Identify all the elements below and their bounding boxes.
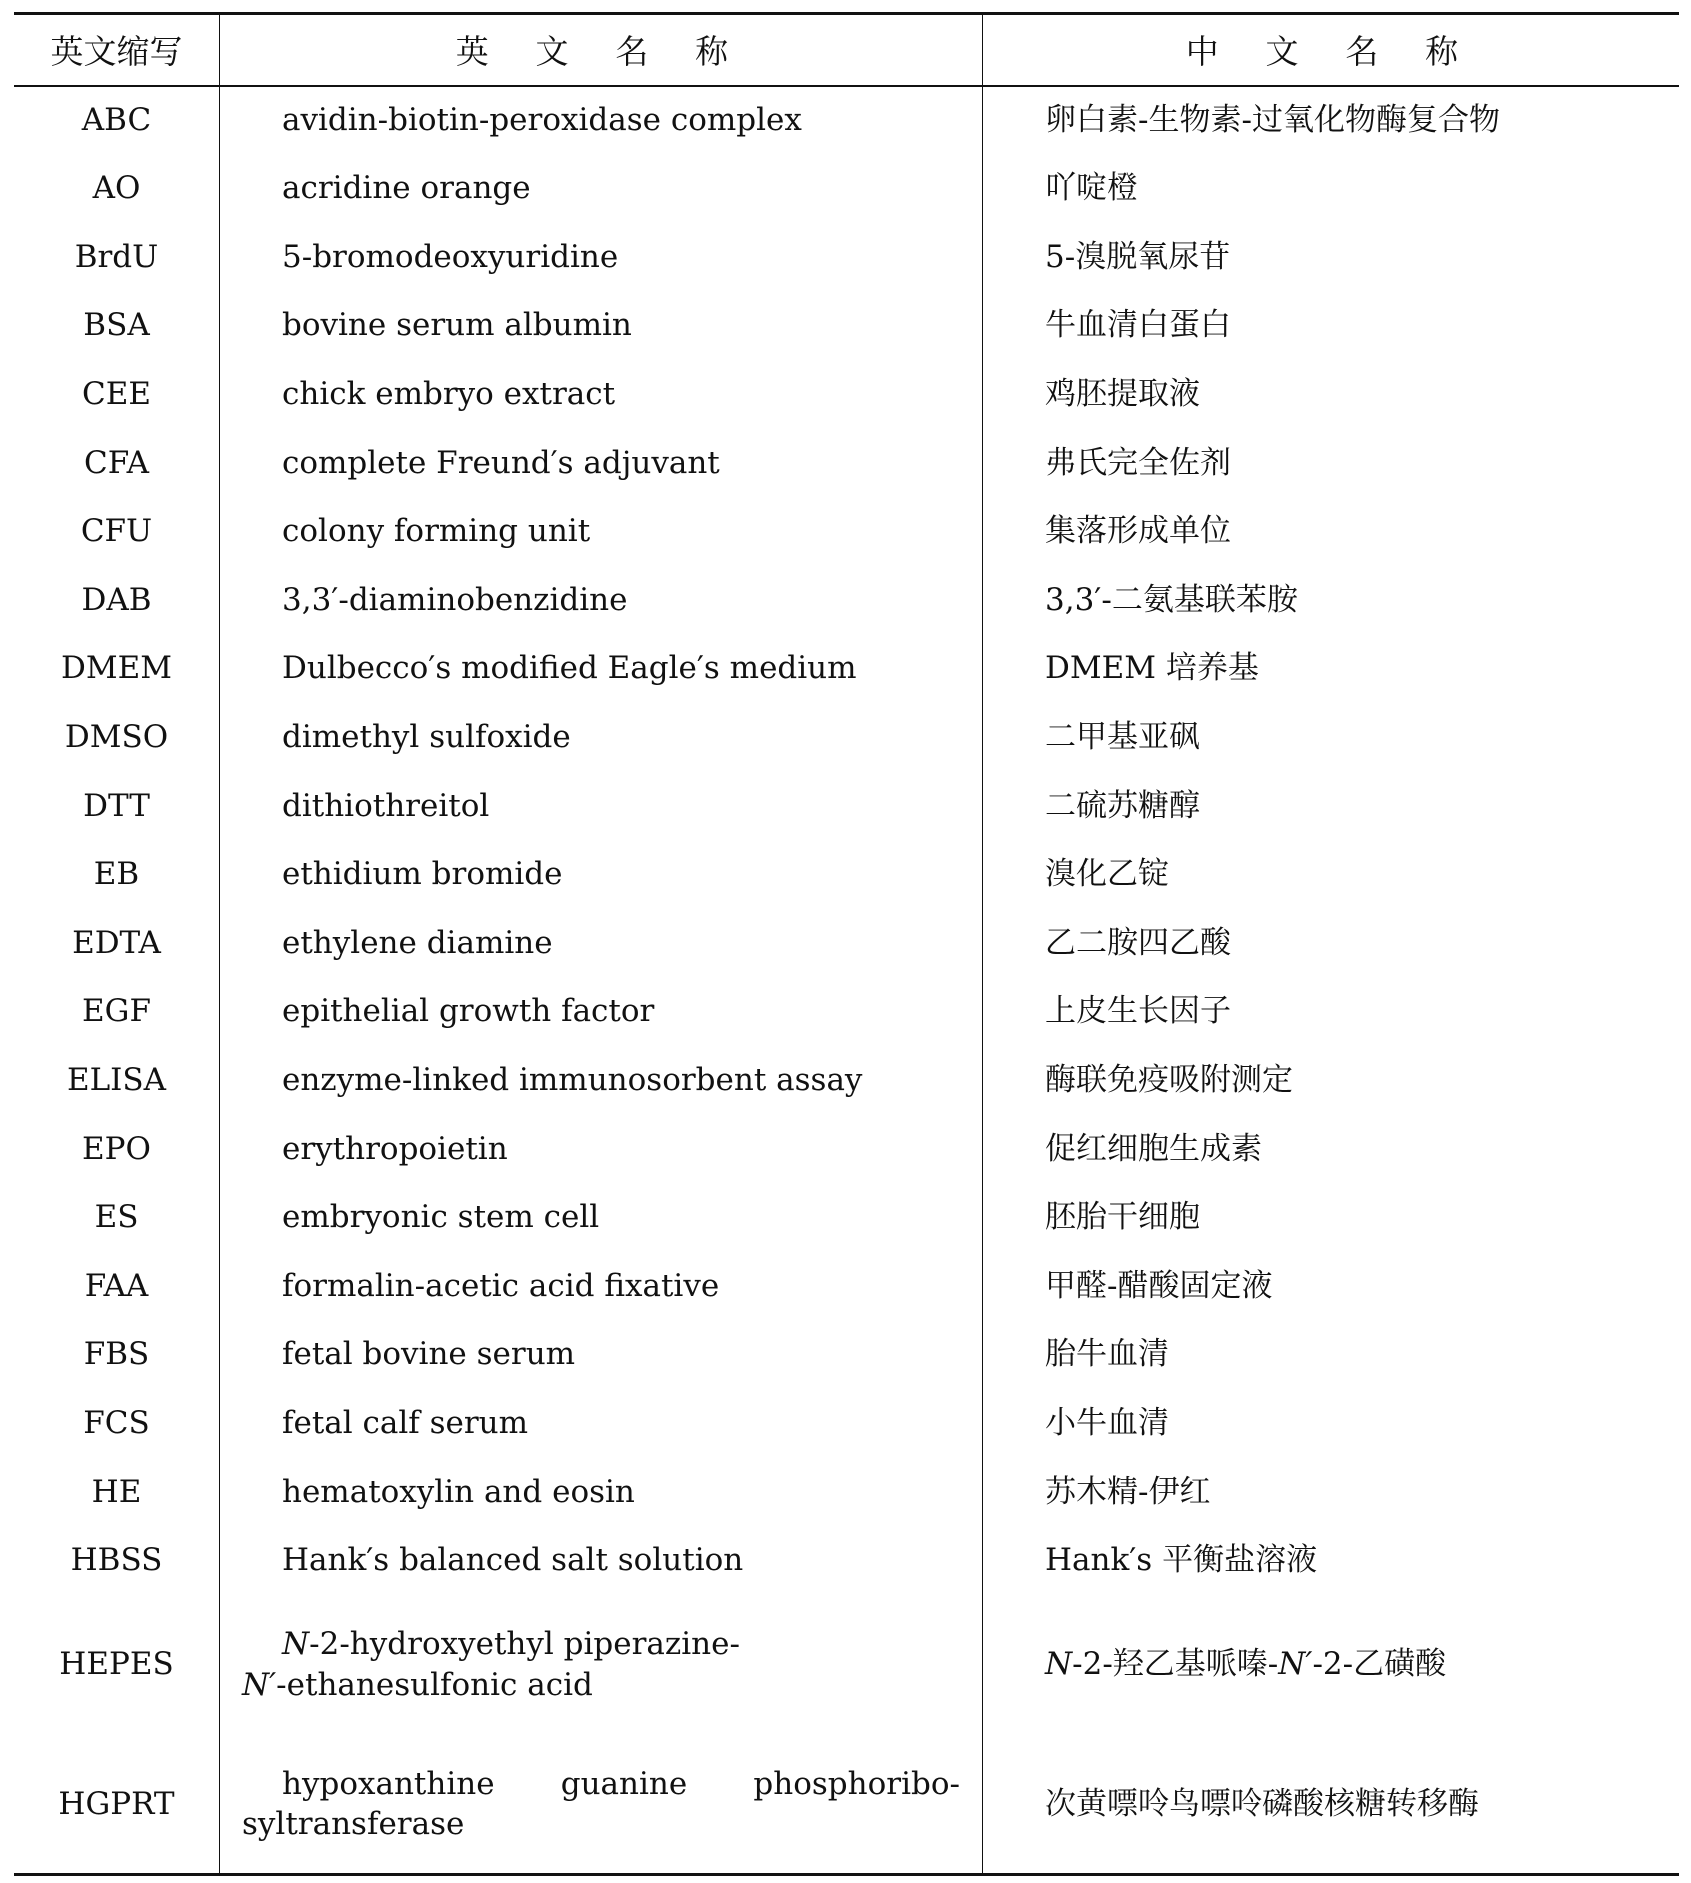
- english-name-cell: Dulbecco′s modified Eagle′s medium: [220, 634, 983, 703]
- english-name-cell: epithelial growth factor: [220, 977, 983, 1046]
- abbr-cell: ELISA: [14, 1046, 220, 1115]
- english-name-cell: hematoxylin and eosin: [220, 1457, 983, 1526]
- english-name-cell: ethylene diamine: [220, 909, 983, 978]
- chinese-name-cell: 鸡胚提取液: [1045, 376, 1200, 413]
- abbr-cell: BSA: [14, 291, 220, 360]
- table-row: [14, 223, 1679, 292]
- chinese-name-cell: Hank′s 平衡盐溶液: [1045, 1542, 1318, 1579]
- english-name-cell: bovine serum albumin: [220, 291, 983, 360]
- table-row: [14, 703, 1679, 772]
- chinese-name-cell: 苏木精-伊红: [1045, 1473, 1211, 1510]
- abbr-cell: EPO: [14, 1114, 220, 1183]
- english-name-cell: fetal calf serum: [220, 1389, 983, 1458]
- header-english-name: 英 文 名 称: [220, 14, 983, 86]
- abbr-cell: DMEM: [14, 634, 220, 703]
- table-body: [14, 86, 1679, 1875]
- abbr-cell: BrdU: [14, 223, 220, 292]
- abbr-cell: CFA: [14, 428, 220, 497]
- table-row: [14, 1183, 1679, 1252]
- english-name-cell: complete Freund′s adjuvant: [220, 428, 983, 497]
- table-row: [14, 1320, 1679, 1389]
- table-row: [14, 840, 1679, 909]
- english-name-cell: chick embryo extract: [220, 360, 983, 429]
- header-chinese-name: 中 文 名 称: [983, 14, 1680, 86]
- chinese-name-cell: 上皮生长因子: [1045, 993, 1231, 1030]
- abbreviation-table: [14, 12, 1679, 1876]
- chinese-name-cell: 二硫苏糖醇: [1045, 787, 1200, 824]
- table-row: [14, 1735, 1679, 1875]
- english-name-cell: fetal bovine serum: [220, 1320, 983, 1389]
- english-name-cell: dimethyl sulfoxide: [220, 703, 983, 772]
- table-row: [14, 360, 1679, 429]
- chinese-name-cell: 次黄嘌呤鸟嘌呤磷酸核糖转移酶: [983, 1735, 1680, 1875]
- abbr-cell: DTT: [14, 771, 220, 840]
- table-row: [14, 1389, 1679, 1458]
- abbr-cell: HE: [14, 1457, 220, 1526]
- chinese-name-cell: 胚胎干细胞: [1045, 1199, 1200, 1236]
- english-name-cell: formalin-acetic acid fixative: [220, 1252, 983, 1321]
- abbr-cell: CFU: [14, 497, 220, 566]
- table-row: [14, 1114, 1679, 1183]
- english-name-cell: embryonic stem cell: [220, 1183, 983, 1252]
- chinese-name-cell: 甲醛-醋酸固定液: [1045, 1267, 1273, 1304]
- abbr-cell: FAA: [14, 1252, 220, 1321]
- table-row: [14, 634, 1679, 703]
- english-name-cell: dithiothreitol: [220, 771, 983, 840]
- table-row: [14, 909, 1679, 978]
- table-row: [14, 86, 1679, 155]
- english-name-cell: [220, 1595, 983, 1735]
- chinese-name-cell: DMEM 培养基: [1045, 650, 1259, 687]
- english-name-cell: acridine orange: [220, 154, 983, 223]
- abbr-cell: EDTA: [14, 909, 220, 978]
- chinese-name-cell: 卵白素-生物素-过氧化物酶复合物: [1045, 102, 1500, 139]
- table-row: [14, 1252, 1679, 1321]
- abbr-cell: HBSS: [14, 1526, 220, 1595]
- table-row: [14, 1595, 1679, 1735]
- chinese-name-cell: 酶联免疫吸附测定: [1045, 1061, 1293, 1098]
- table-row: [14, 566, 1679, 635]
- table-row: [14, 1046, 1679, 1115]
- english-name-cell: erythropoietin: [220, 1114, 983, 1183]
- chinese-name-cell: 弗氏完全佐剂: [1045, 444, 1231, 481]
- table-row: [14, 1457, 1679, 1526]
- table-row: [14, 977, 1679, 1046]
- english-name-cell: 5-bromodeoxyuridine: [220, 223, 983, 292]
- abbr-cell: ES: [14, 1183, 220, 1252]
- chinese-name-cell: N-2-羟乙基哌嗪-N′-2-乙磺酸: [1045, 1646, 1447, 1683]
- table-row: [14, 771, 1679, 840]
- table-row: [14, 428, 1679, 497]
- abbr-cell: HGPRT: [14, 1735, 220, 1875]
- table-header-row: [14, 14, 1679, 86]
- abbr-cell: FCS: [14, 1389, 220, 1458]
- chinese-name-cell: 3,3′-二氨基联苯胺: [1045, 581, 1298, 618]
- english-name-cell: 3,3′-diaminobenzidine: [220, 566, 983, 635]
- english-name-cell: Hank′s balanced salt solution: [220, 1526, 983, 1595]
- header-abbr: 英文缩写: [14, 14, 220, 86]
- chinese-name-cell: 乙二胺四乙酸: [1045, 924, 1231, 961]
- table-row: [14, 154, 1679, 223]
- table-row: [14, 291, 1679, 360]
- chinese-name-cell: 促红细胞生成素: [1045, 1130, 1262, 1167]
- abbr-cell: CEE: [14, 360, 220, 429]
- abbr-cell: HEPES: [14, 1595, 220, 1735]
- abbr-cell: ABC: [14, 86, 220, 155]
- chinese-name-cell: 集落形成单位: [1045, 513, 1231, 550]
- abbr-cell: EB: [14, 840, 220, 909]
- english-name-line: N′-ethanesulfonic acid: [242, 1666, 593, 1703]
- chinese-name-cell: 胎牛血清: [1045, 1336, 1169, 1373]
- english-name-cell: enzyme-linked immunosorbent assay: [220, 1046, 983, 1115]
- table-row: [14, 497, 1679, 566]
- english-name-line: N-2-hydroxyethyl piperazine-: [282, 1626, 740, 1663]
- abbr-cell: EGF: [14, 977, 220, 1046]
- chinese-name-cell: 5-溴脱氧尿苷: [1045, 238, 1231, 275]
- english-name-line: syltransferase: [242, 1805, 465, 1842]
- english-name-cell: ethidium bromide: [220, 840, 983, 909]
- english-name-cell: avidin-biotin-peroxidase complex: [220, 86, 983, 155]
- chinese-name-cell: 二甲基亚砜: [1045, 718, 1200, 755]
- abbr-cell: AO: [14, 154, 220, 223]
- chinese-name-cell: 吖啶橙: [1045, 170, 1138, 207]
- chinese-name-cell: 小牛血清: [1045, 1404, 1169, 1441]
- english-name-cell: colony forming unit: [220, 497, 983, 566]
- english-name-line: hypoxanthine guanine phosphoribo-: [282, 1765, 960, 1802]
- abbr-cell: DMSO: [14, 703, 220, 772]
- table-row: [14, 1526, 1679, 1595]
- chinese-name-cell: 牛血清白蛋白: [1045, 307, 1231, 344]
- abbr-cell: DAB: [14, 566, 220, 635]
- english-name-cell: [220, 1735, 983, 1875]
- abbr-cell: FBS: [14, 1320, 220, 1389]
- chinese-name-cell: 溴化乙锭: [1045, 856, 1169, 893]
